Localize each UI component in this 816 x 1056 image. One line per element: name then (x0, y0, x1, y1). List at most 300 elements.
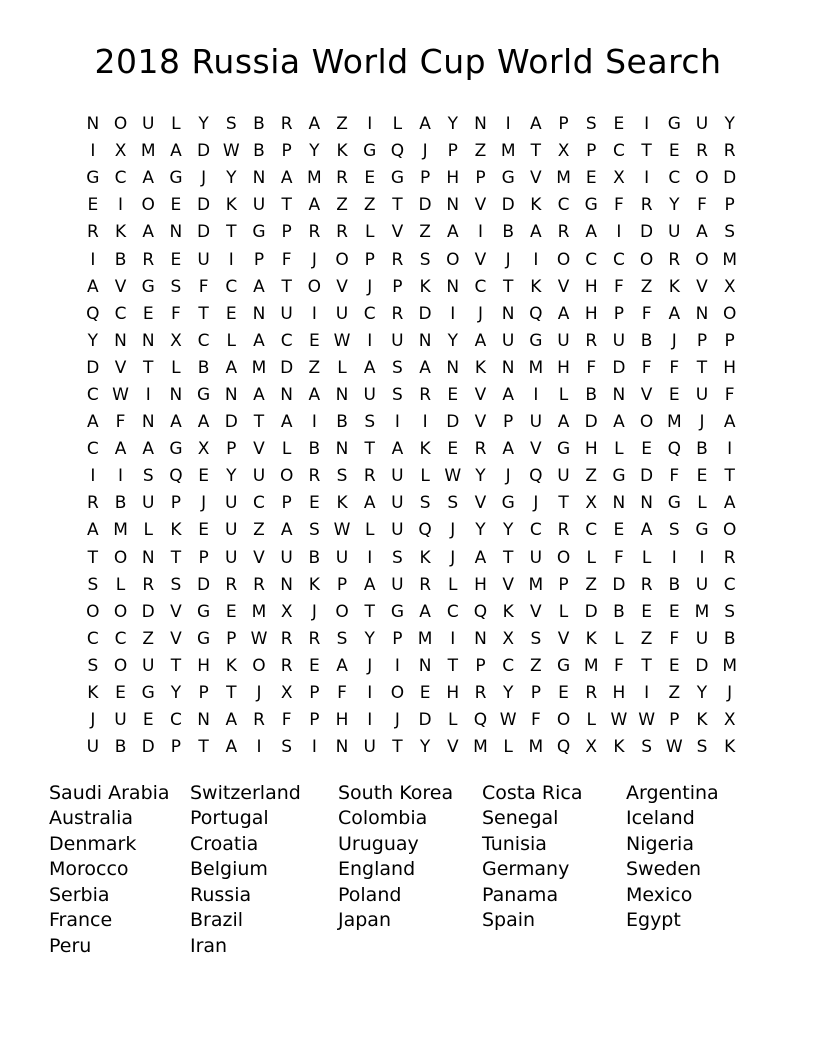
grid-letter: E (447, 439, 459, 460)
grid-letter: L (697, 493, 707, 514)
grid-letter: R (363, 466, 376, 487)
grid-letter: X (280, 683, 293, 704)
grid-letter: S (668, 520, 680, 541)
grid-letter: E (668, 655, 680, 676)
grid-letter: Q (529, 303, 543, 324)
grid-letter: A (363, 357, 376, 378)
grid-letter: D (418, 195, 432, 216)
grid-letter: U (557, 330, 570, 351)
grid-letter: Y (419, 737, 431, 758)
grid-letter: S (392, 357, 403, 378)
grid-letter: C (280, 330, 293, 351)
grid-letter: O (86, 601, 100, 622)
grid-letter: P (226, 628, 237, 649)
grid-letter: S (724, 601, 736, 622)
grid-letter: L (364, 520, 375, 541)
grid-letter: E (641, 601, 652, 622)
grid-letter: U (612, 330, 626, 351)
grid-letter: I (311, 303, 317, 324)
grid-letter: Y (364, 628, 375, 649)
grid-letter: N (224, 384, 238, 405)
word-list-item: England (338, 858, 416, 881)
grid-letter: D (612, 357, 626, 378)
grid-letter: O (113, 114, 128, 135)
grid-letter: M (722, 249, 737, 270)
grid-letter: R (474, 439, 487, 460)
grid-letter: N (86, 114, 100, 135)
grid-letter: N (335, 384, 349, 405)
grid-letter: Y (669, 195, 680, 216)
grid-letter: A (253, 330, 265, 351)
grid-letter: S (696, 737, 708, 758)
grid-letter: H (557, 357, 570, 378)
grid-letter: O (556, 710, 571, 731)
grid-letter: E (364, 168, 376, 189)
grid-letter: D (197, 195, 211, 216)
grid-letter: G (667, 493, 681, 514)
grid-letter: Z (640, 276, 653, 297)
grid-letter: O (335, 601, 349, 622)
grid-letter: N (280, 574, 294, 595)
grid-letter: F (614, 195, 624, 216)
grid-letter: V (336, 276, 348, 297)
grid-letter: E (641, 439, 652, 460)
grid-letter: Z (142, 628, 155, 649)
grid-letter: A (391, 439, 404, 460)
grid-letter: V (557, 628, 570, 649)
grid-letter: U (225, 493, 238, 514)
grid-letter: E (668, 601, 680, 622)
grid-letter: G (197, 384, 211, 405)
grid-row (79, 653, 744, 680)
grid-letter: J (394, 710, 400, 731)
grid-letter: Q (667, 439, 681, 460)
grid-letter: P (336, 574, 348, 595)
grid-letter: N (640, 493, 653, 514)
grid-letter: S (87, 655, 99, 676)
grid-letter: D (224, 412, 238, 433)
word-list-column (626, 780, 776, 959)
grid-letter: I (311, 737, 317, 758)
grid-letter: C (363, 303, 376, 324)
grid-letter: V (474, 412, 487, 433)
grid-letter: G (169, 439, 183, 460)
grid-letter: E (170, 195, 182, 216)
grid-letter: J (450, 547, 456, 568)
grid-letter: M (528, 737, 544, 758)
grid-letter: F (281, 249, 292, 270)
word-list (49, 780, 776, 959)
grid-letter: Q (556, 737, 571, 758)
grid-letter: J (90, 710, 96, 731)
grid-letter: V (557, 276, 570, 297)
grid-letter: L (143, 520, 153, 541)
grid-letter: Z (668, 683, 681, 704)
grid-letter: S (585, 114, 597, 135)
grid-letter: P (475, 655, 486, 676)
grid-letter: J (367, 276, 373, 297)
grid-letter: F (614, 547, 624, 568)
grid-letter: N (335, 737, 349, 758)
grid-letter: Z (336, 195, 348, 216)
grid-letter: F (641, 357, 652, 378)
word-list-item: South Korea (338, 781, 454, 804)
grid-letter: U (391, 574, 404, 595)
grid-letter: A (225, 737, 238, 758)
grid-letter: D (584, 601, 598, 622)
grid-letter: E (170, 249, 182, 270)
grid-letter: N (501, 357, 515, 378)
grid-letter: D (197, 222, 211, 243)
grid-letter: G (556, 655, 571, 676)
grid-letter: S (392, 547, 403, 568)
grid-letter: T (558, 493, 569, 514)
grid-letter: Q (418, 520, 432, 541)
grid-row (79, 192, 744, 219)
grid-letter: F (198, 276, 209, 297)
grid-letter: V (253, 547, 265, 568)
grid-letter: A (170, 412, 182, 433)
grid-letter: N (252, 303, 266, 324)
grid-letter: X (723, 710, 736, 731)
grid-letter: K (419, 547, 431, 568)
grid-letter: A (696, 222, 708, 243)
grid-letter: P (198, 683, 209, 704)
grid-letter: A (308, 384, 321, 405)
grid-letter: K (170, 520, 182, 541)
grid-letter: M (473, 737, 488, 758)
grid-letter: I (644, 683, 650, 704)
grid-letter: H (612, 683, 626, 704)
grid-letter: E (225, 303, 237, 324)
grid-letter: G (197, 628, 211, 649)
grid-letter: E (447, 384, 459, 405)
grid-letter: I (118, 195, 124, 216)
grid-letter: I (256, 737, 262, 758)
grid-letter: X (585, 493, 598, 514)
grid-letter: S (308, 520, 320, 541)
grid-letter: L (171, 114, 181, 135)
grid-letter: E (419, 683, 431, 704)
grid-letter: I (367, 710, 373, 731)
grid-letter: C (253, 493, 265, 514)
grid-letter: K (225, 195, 237, 216)
grid-letter: T (364, 439, 375, 460)
word-list-item: Peru (49, 934, 92, 957)
grid-letter: J (311, 601, 317, 622)
grid-letter: U (141, 493, 155, 514)
grid-letter: L (364, 222, 375, 243)
grid-letter: U (280, 303, 293, 324)
grid-letter: B (585, 384, 598, 405)
grid-row (79, 517, 744, 544)
grid-letter: U (86, 737, 100, 758)
grid-letter: D (141, 601, 155, 622)
grid-letter: T (392, 195, 403, 216)
grid-letter: Y (447, 114, 458, 135)
grid-letter: I (145, 384, 151, 405)
grid-letter: H (584, 439, 598, 460)
word-list-item: Serbia (49, 883, 110, 906)
grid-letter: Y (226, 168, 237, 189)
grid-letter: O (722, 520, 737, 541)
grid-letter: N (169, 222, 183, 243)
grid-letter: Z (363, 195, 376, 216)
grid-letter: D (418, 303, 432, 324)
grid-letter: M (556, 168, 571, 189)
word-list-item: Poland (338, 883, 402, 906)
grid-letter: C (86, 439, 99, 460)
grid-letter: C (225, 276, 238, 297)
grid-letter: K (419, 276, 431, 297)
grid-letter: J (450, 520, 456, 541)
grid-letter: X (613, 168, 625, 189)
grid-letter: V (502, 574, 514, 595)
grid-letter: A (225, 710, 238, 731)
grid-letter: I (422, 412, 428, 433)
grid-letter: N (141, 547, 155, 568)
grid-row (79, 463, 744, 490)
grid-letter: M (694, 601, 710, 622)
grid-letter: L (392, 114, 403, 135)
grid-letter: G (529, 330, 543, 351)
grid-letter: O (639, 249, 654, 270)
grid-letter: P (392, 276, 403, 297)
grid-letter: R (280, 114, 293, 135)
word-list-item: Germany (482, 858, 570, 881)
grid-letter: Q (529, 466, 543, 487)
grid-letter: E (225, 601, 237, 622)
grid-letter: M (251, 357, 267, 378)
grid-letter: J (477, 303, 483, 324)
grid-letter: Q (390, 141, 405, 162)
grid-letter: T (502, 547, 514, 568)
word-list-item: Sweden (626, 858, 702, 881)
word-list-item: France (49, 909, 113, 932)
grid-letter: N (114, 330, 127, 351)
grid-letter: V (696, 276, 708, 297)
grid-letter: A (530, 114, 542, 135)
grid-letter: K (530, 195, 542, 216)
grid-letter: U (391, 330, 404, 351)
grid-letter: K (530, 276, 542, 297)
grid-letter: E (668, 384, 680, 405)
grid-letter: G (363, 141, 377, 162)
grid-letter: A (613, 412, 625, 433)
grid-letter: B (197, 357, 210, 378)
grid-letter: M (140, 141, 156, 162)
grid-letter: T (530, 141, 542, 162)
grid-letter: F (724, 384, 735, 405)
grid-letter: A (363, 574, 376, 595)
grid-letter: P (586, 141, 597, 162)
grid-letter: R (253, 574, 265, 595)
grid-letter: U (391, 493, 404, 514)
grid-letter: V (530, 168, 542, 189)
grid-letter: Y (87, 330, 99, 351)
grid-row (79, 599, 744, 626)
grid-letter: J (505, 466, 511, 487)
grid-letter: R (668, 249, 681, 270)
grid-letter: C (446, 601, 459, 622)
grid-letter: P (226, 439, 237, 460)
grid-letter: U (695, 114, 709, 135)
grid-letter: S (87, 574, 99, 595)
grid-letter: Z (585, 574, 598, 595)
grid-letter: R (640, 195, 653, 216)
grid-letter: P (281, 222, 292, 243)
grid-letter: A (87, 412, 99, 433)
grid-letter: O (113, 655, 128, 676)
grid-letter: Z (308, 357, 321, 378)
grid-letter: C (612, 141, 625, 162)
grid-letter: G (197, 601, 211, 622)
grid-letter: V (114, 357, 127, 378)
grid-letter: U (695, 574, 709, 595)
grid-letter: A (114, 439, 127, 460)
grid-letter: U (335, 303, 349, 324)
grid-letter: A (640, 520, 653, 541)
grid-letter: K (225, 655, 237, 676)
grid-row (79, 111, 744, 138)
grid-row (79, 545, 744, 572)
grid-letter: P (309, 683, 320, 704)
grid-letter: N (418, 655, 432, 676)
grid-letter: U (114, 710, 127, 731)
grid-letter: A (419, 114, 431, 135)
grid-letter: L (448, 574, 458, 595)
grid-letter: P (198, 547, 209, 568)
grid-letter: E (87, 195, 99, 216)
grid-letter: L (558, 384, 569, 405)
grid-letter: L (641, 547, 652, 568)
grid-letter: W (250, 628, 268, 649)
grid-letter: G (390, 168, 404, 189)
grid-letter: L (337, 357, 347, 378)
grid-letter: B (308, 547, 321, 568)
grid-letter: Y (724, 114, 735, 135)
grid-letter: D (612, 574, 626, 595)
grid-letter: P (558, 574, 569, 595)
grid-letter: S (170, 276, 182, 297)
grid-row (79, 301, 744, 328)
grid-letter: U (280, 547, 293, 568)
grid-letter: Y (226, 466, 237, 487)
word-list-item: Egypt (626, 909, 681, 932)
grid-letter: T (364, 601, 375, 622)
grid-letter: O (113, 547, 128, 568)
grid-letter: E (308, 655, 320, 676)
grid-letter: D (86, 357, 100, 378)
grid-letter: I (533, 384, 539, 405)
word-list-item: Denmark (49, 832, 137, 855)
grid-letter: A (474, 330, 487, 351)
grid-letter: M (417, 628, 433, 649)
grid-letter: P (170, 737, 182, 758)
grid-letter: D (723, 168, 737, 189)
grid-letter: V (391, 222, 404, 243)
grid-letter: U (225, 547, 238, 568)
grid-letter: R (308, 222, 321, 243)
grid-letter: T (447, 655, 458, 676)
grid-letter: K (308, 574, 320, 595)
grid-letter: T (696, 357, 708, 378)
grid-letter: A (253, 384, 265, 405)
grid-letter: Z (530, 655, 542, 676)
word-list-item: Tunisia (482, 832, 547, 855)
word-list-item: Belgium (190, 858, 268, 881)
grid-letter: T (281, 195, 292, 216)
grid-letter: G (252, 222, 266, 243)
grid-letter: K (474, 357, 487, 378)
grid-letter: H (584, 276, 598, 297)
grid-letter: R (557, 222, 570, 243)
grid-letter: A (87, 520, 99, 541)
grid-letter: T (87, 547, 99, 568)
grid-row (79, 409, 744, 436)
grid-letter: A (363, 493, 376, 514)
grid-letter: G (501, 493, 515, 514)
grid-letter: R (142, 574, 155, 595)
grid-letter: C (474, 276, 487, 297)
grid-letter: C (585, 249, 598, 270)
grid-letter: A (557, 412, 570, 433)
grid-letter: A (585, 222, 598, 243)
grid-row (79, 246, 744, 273)
grid-letter: X (170, 330, 182, 351)
grid-letter: J (533, 493, 539, 514)
grid-letter: N (418, 330, 432, 351)
grid-letter: B (253, 114, 265, 135)
word-list-item: Colombia (338, 807, 428, 830)
grid-letter: T (641, 655, 652, 676)
grid-letter: B (668, 574, 681, 595)
grid-letter: O (335, 249, 349, 270)
grid-letter: Y (170, 683, 182, 704)
grid-letter: W (222, 141, 240, 162)
grid-letter: K (336, 141, 348, 162)
grid-letter: P (613, 303, 625, 324)
grid-letter: U (225, 520, 238, 541)
letter-grid (79, 111, 744, 761)
word-list-item: Brazil (190, 909, 244, 932)
word-list-column (49, 780, 190, 959)
grid-letter: B (640, 330, 653, 351)
grid-letter: V (474, 249, 487, 270)
grid-letter: U (252, 195, 266, 216)
grid-letter: I (699, 547, 705, 568)
grid-letter: K (613, 737, 625, 758)
grid-letter: J (505, 249, 511, 270)
grid-row (79, 490, 744, 517)
grid-letter: R (336, 168, 348, 189)
grid-letter: T (143, 357, 154, 378)
grid-letter: A (530, 222, 542, 243)
grid-letter: Y (309, 141, 320, 162)
grid-letter: R (723, 547, 736, 568)
grid-letter: A (419, 601, 431, 622)
grid-letter: D (141, 737, 155, 758)
word-list-item: Argentina (626, 781, 719, 804)
grid-letter: G (667, 114, 681, 135)
grid-letter: A (253, 276, 265, 297)
grid-letter: O (639, 412, 654, 433)
grid-letter: M (583, 655, 599, 676)
grid-letter: L (586, 710, 596, 731)
grid-letter: A (723, 412, 736, 433)
grid-letter: S (336, 466, 348, 487)
grid-letter: G (584, 195, 598, 216)
